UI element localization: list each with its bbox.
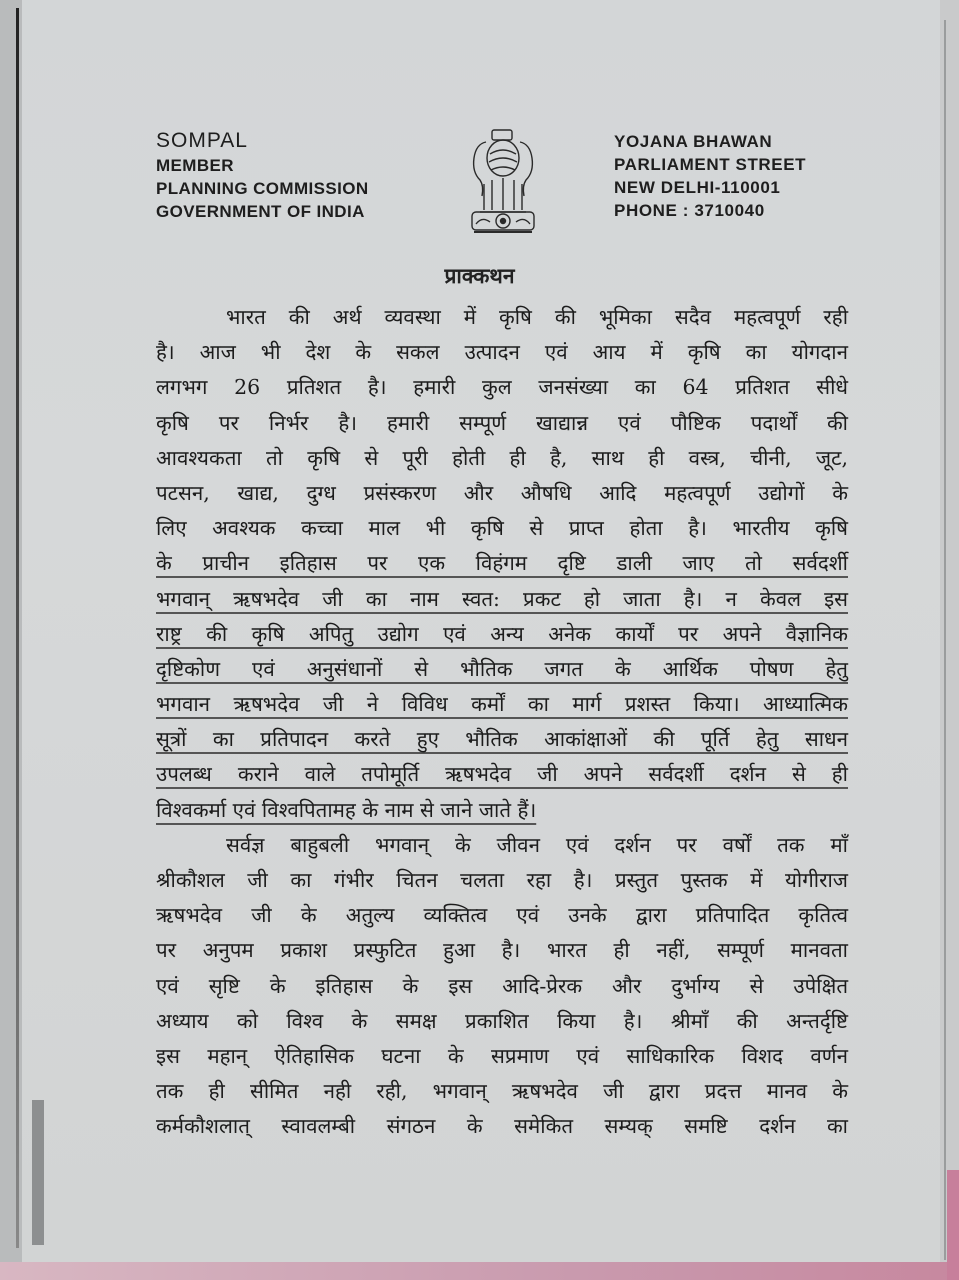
letterhead-organization: PLANNING COMMISSION bbox=[156, 179, 369, 198]
text-line: इस महान् ऐतिहासिक घटना के सप्रमाण एवं साधिकारिक विशद वर्णन bbox=[156, 1043, 848, 1068]
text-line: आवश्यकता तो कृषि से पूरी होती ही है, साथ ही वस्त्र, चीनी, जूट, bbox=[156, 445, 848, 470]
text-line-underlined: के प्राचीन इतिहास पर एक विहंगम दृष्टि डाली जाए तो सर्वदर्शी bbox=[156, 551, 848, 576]
paragraph-2 bbox=[156, 828, 848, 1145]
text-line: कृषि पर निर्भर है। हमारी सम्पूर्ण खाद्यान्न एवं पौष्टिक पदार्थों की bbox=[156, 410, 848, 435]
text-line-underlined: भगवान् ऋषभदेव जी का नाम स्वत: प्रकट हो जाता है। न केवल इस bbox=[156, 586, 848, 611]
address-line-2: PARLIAMENT STREET bbox=[614, 155, 807, 174]
binding-shadow bbox=[32, 1100, 44, 1245]
text-line-underlined: दृष्टिकोण एवं अनुसंधानों से भौतिक जगत के आर्थिक पोषण हेतु bbox=[156, 656, 848, 681]
letterhead-designation: MEMBER bbox=[156, 156, 234, 175]
phone-line: PHONE : 3710040 bbox=[614, 201, 765, 220]
text-line: पर अनुपम प्रकाश प्रस्फुटित हुआ है। भारत ही नहीं, सम्पूर्ण मानवता bbox=[156, 938, 848, 963]
letterhead-right bbox=[614, 130, 806, 222]
binding-line bbox=[16, 8, 19, 1248]
document-body bbox=[156, 300, 848, 1145]
letterhead-left bbox=[156, 128, 369, 223]
text-line: कर्मकौशलात् स्वावलम्बी संगठन के समेकित सम्यक् समष्टि दर्शन का bbox=[156, 1114, 848, 1139]
text-line: भारत की अर्थ व्यवस्था में कृषि की भूमिका सदैव महत्वपूर्ण रही bbox=[226, 305, 848, 329]
text-line-underlined: विश्वकर्मा एवं विश्वपितामह के नाम से जाने जाते हैं। bbox=[156, 797, 537, 822]
text-line: है। आज भी देश के सकल उत्पादन एवं आय में कृषि का योगदान bbox=[156, 340, 848, 365]
text-line: एवं सृष्टि के इतिहास के इस आदि-प्रेरक और दुर्भाग्य से उपेक्षित bbox=[156, 973, 848, 998]
letterhead-name: SOMPAL bbox=[156, 129, 248, 152]
page-edge-line bbox=[944, 20, 946, 1260]
text-line: ऋषभदेव जी के अतुल्य व्यक्तित्व एवं उनके द्वारा प्रतिपादित कृतित्व bbox=[156, 903, 848, 928]
text-line-underlined: सूत्रों का प्रतिपादन करते हुए भौतिक आकांक्षाओं की पूर्ति हेतु साधन bbox=[156, 727, 848, 752]
document-title: प्राक्कथन bbox=[444, 263, 515, 288]
address-line-1: YOJANA BHAWAN bbox=[614, 132, 773, 151]
text-line: पटसन, खाद्य, दुग्ध प्रसंस्करण और औषधि आदि महत्वपूर्ण उद्योगों के bbox=[156, 480, 848, 505]
text-line: लगभग 26 प्रतिशत है। हमारी कुल जनसंख्या का 64 प्रतिशत सीधे bbox=[156, 375, 848, 400]
text-line: अध्याय को विश्व के समक्ष प्रकाशित किया है। श्रीमाँ की अन्तर्दृष्टि bbox=[156, 1008, 848, 1033]
table-surface bbox=[0, 1262, 959, 1280]
national-emblem-icon bbox=[462, 124, 544, 234]
text-line: लिए अवश्यक कच्चा माल भी कृषि से प्राप्त होता है। भारतीय कृषि bbox=[156, 516, 848, 541]
letterhead-government: GOVERNMENT OF INDIA bbox=[156, 202, 365, 221]
text-line-underlined: राष्ट्र की कृषि अपितु उद्योग एवं अन्य अनेक कार्यों पर अपने वैज्ञानिक bbox=[156, 621, 848, 646]
text-line-underlined: भगवान ऋषभदेव जी ने विविध कर्मों का मार्ग प्रशस्त किया। आध्यात्मिक bbox=[156, 692, 848, 717]
paragraph-1 bbox=[156, 300, 848, 828]
text-line: तक ही सीमित नही रही, भगवान् ऋषभदेव जी द्वारा प्रदत्त मानव के bbox=[156, 1079, 848, 1104]
address-line-3: NEW DELHI-110001 bbox=[614, 178, 781, 197]
text-line-underlined: उपलब्ध कराने वाले तपोमूर्ति ऋषभदेव जी अपने सर्वदर्शी दर्शन से ही bbox=[156, 762, 848, 787]
text-line: सर्वज्ञ बाहुबली भगवान् के जीवन एवं दर्शन पर वर्षों तक माँ bbox=[226, 832, 848, 857]
table-surface-corner bbox=[947, 1170, 959, 1280]
text-line: श्रीकौशल जी का गंभीर चितन चलता रहा है। प्रस्तुत पुस्तक में योगीराज bbox=[156, 868, 848, 892]
